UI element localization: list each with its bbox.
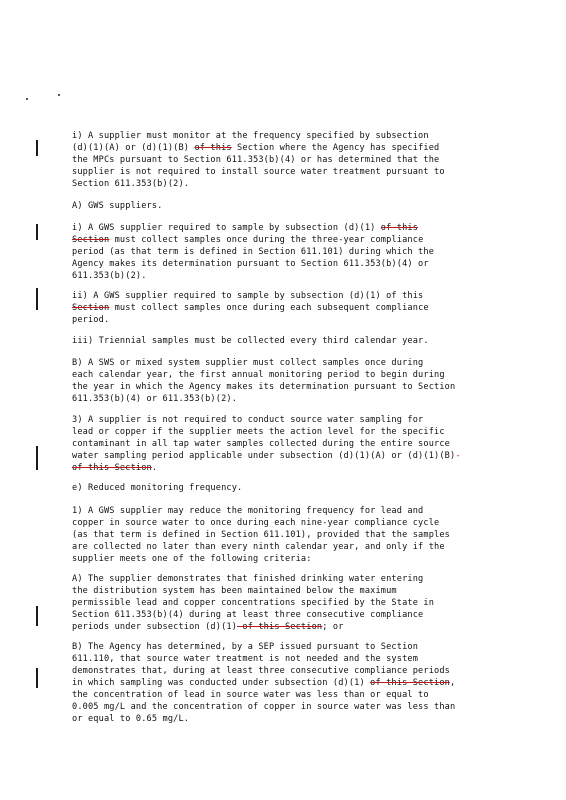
- text-segment: ,: [450, 678, 456, 688]
- text-line: [72, 609, 496, 621]
- text-segment: or equal to 0.65 mg/L.: [72, 714, 190, 724]
- text-line: [72, 713, 496, 725]
- paragraph-i-supplier-must-monitor: [72, 130, 496, 190]
- text-line: [72, 653, 496, 665]
- text-segment: the distribution system has been maintained below the maximum: [72, 586, 397, 596]
- revision-bar: [36, 288, 38, 310]
- text-segment: water sampling period applicable under subsection (d)(1)(A) or (d)(1)(B): [72, 451, 456, 461]
- text-segment: contaminant in all tap water samples collected during the entire source: [72, 439, 450, 449]
- revision-bar: [36, 224, 38, 240]
- text-line: [72, 234, 496, 246]
- deleted-text: Section: [72, 235, 110, 245]
- text-segment: ; or: [322, 622, 344, 632]
- text-segment: supplier is not required to install source water treatment pursuant to: [72, 167, 445, 177]
- text-segment: are collected no later than every ninth calendar year, and only if the: [72, 542, 445, 552]
- text-segment: e) Reduced monitoring frequency.: [72, 483, 243, 493]
- paragraph-B-agency-determined: [72, 641, 496, 725]
- text-line: [72, 689, 496, 701]
- text-line: [72, 462, 496, 474]
- text-segment: .: [151, 463, 158, 473]
- text-line: [72, 335, 496, 347]
- text-line: [72, 222, 496, 234]
- text-line: [72, 701, 496, 713]
- revision-bar: [36, 140, 38, 156]
- paragraph-i-gws-supplier-required: [72, 222, 496, 282]
- text-line: [72, 270, 496, 282]
- text-line: [72, 541, 496, 553]
- text-line: [72, 178, 496, 190]
- text-line: [72, 381, 496, 393]
- text-line: [72, 641, 496, 653]
- text-line: [72, 200, 496, 212]
- text-segment: demonstrates that, during at least three consecutive compliance periods: [72, 666, 450, 676]
- text-segment: A) The supplier demonstrates that finished drinking water entering: [72, 574, 424, 584]
- text-segment: (d)(1)(A) or (d)(1)(B): [72, 143, 195, 153]
- text-segment: periods under subsection (d)(1): [72, 622, 238, 632]
- text-segment: each calendar year, the first annual monitoring period to begin during: [72, 370, 445, 380]
- text-line: [72, 166, 496, 178]
- text-segment: period (as that term is defined in Section 611.101) during which the: [72, 247, 435, 257]
- text-line: [72, 302, 496, 314]
- deleted-text: of this Section: [72, 463, 152, 473]
- text-segment: must collect samples once during the three-year compliance: [109, 235, 424, 245]
- text-segment: period.: [72, 315, 110, 325]
- text-line: [72, 529, 496, 541]
- deleted-text: of this Section: [370, 678, 450, 688]
- text-segment: i) A GWS supplier required to sample by subsection (d)(1): [72, 223, 381, 233]
- text-line: [72, 314, 496, 326]
- text-line: [72, 258, 496, 270]
- text-line: [72, 414, 496, 426]
- text-segment: 611.353(b)(2).: [72, 271, 147, 281]
- text-segment: supplier meets one of the following criteria:: [72, 554, 312, 564]
- text-line: [72, 450, 496, 462]
- text-line: [72, 154, 496, 166]
- text-segment: Agency makes its determination pursuant to Section 611.353(b)(4) or: [72, 259, 429, 269]
- text-segment: the year in which the Agency makes its determination pursuant to Section: [72, 382, 456, 392]
- text-line: [72, 130, 496, 142]
- paragraph-A-demonstrates: [72, 573, 496, 633]
- paragraph-ii-gws-supplier-required: [72, 290, 496, 326]
- text-segment: 611.353(b)(4) or 611.353(b)(2).: [72, 394, 238, 404]
- revision-bar: [36, 606, 38, 626]
- text-segment: the concentration of lead in source water was less than or equal to: [72, 690, 429, 700]
- text-line: [72, 677, 496, 689]
- text-line: [72, 290, 496, 302]
- text-segment: in which sampling was conducted under subsection (d)(1): [72, 678, 371, 688]
- text-segment: A) GWS suppliers.: [72, 201, 163, 211]
- text-line: [72, 246, 496, 258]
- paragraph-1-gws-may-reduce: [72, 505, 496, 565]
- text-segment: Section 611.353(b)(2).: [72, 179, 190, 189]
- text-segment: 611.110, that source water treatment is not needed and the system: [72, 654, 419, 664]
- text-line: [72, 357, 496, 369]
- text-segment: lead or copper if the supplier meets the action level for the specific: [72, 427, 445, 437]
- deleted-text: Section: [72, 303, 110, 313]
- text-segment: 0.005 mg/L and the concentration of copper in source water was less than: [72, 702, 456, 712]
- paragraph-B-sws-supplier: [72, 357, 496, 405]
- paragraph-A-gws-suppliers: [72, 200, 496, 212]
- scan-speck: [26, 98, 28, 100]
- text-line: [72, 517, 496, 529]
- text-segment: Section 611.353(b)(4) during at least three consecutive compliance: [72, 610, 424, 620]
- text-line: [72, 438, 496, 450]
- text-line: [72, 369, 496, 381]
- text-segment: iii) Triennial samples must be collected every third calendar year.: [72, 336, 429, 346]
- deleted-text: of this: [194, 143, 232, 153]
- text-segment: permissible lead and copper concentrations specified by the State in: [72, 598, 435, 608]
- text-line: [72, 621, 496, 633]
- text-line: [72, 426, 496, 438]
- text-line: [72, 597, 496, 609]
- text-line: [72, 585, 496, 597]
- text-line: [72, 553, 496, 565]
- paragraph-3-not-required: [72, 414, 496, 474]
- text-line: [72, 393, 496, 405]
- scan-speck: [58, 94, 60, 96]
- text-segment: 1) A GWS supplier may reduce the monitoring frequency for lead and: [72, 506, 424, 516]
- deleted-text: of this: [380, 223, 419, 233]
- text-segment: the MPCs pursuant to Section 611.353(b)(4) or has determined that the: [72, 155, 440, 165]
- text-segment: must collect samples once during each subsequent compliance: [109, 303, 429, 313]
- revision-bar: [36, 446, 38, 470]
- text-line: [72, 573, 496, 585]
- text-segment: B) The Agency has determined, by a SEP issued pursuant to Section: [72, 642, 419, 652]
- text-line: [72, 482, 496, 494]
- deleted-text: of this Section: [237, 622, 323, 632]
- revision-mark: -: [455, 451, 461, 461]
- text-segment: ii) A GWS supplier required to sample by subsection (d)(1) of this: [72, 291, 424, 301]
- text-segment: copper in source water to once during each nine-year compliance cycle: [72, 518, 440, 528]
- revision-bar: [36, 668, 38, 688]
- text-segment: B) A SWS or mixed system supplier must collect samples once during: [72, 358, 424, 368]
- text-segment: 3) A supplier is not required to conduct source water sampling for: [72, 415, 424, 425]
- text-line: [72, 142, 496, 154]
- text-line: [72, 665, 496, 677]
- paragraph-iii-triennial: [72, 335, 496, 347]
- paragraph-e-reduced: [72, 482, 496, 494]
- text-segment: i) A supplier must monitor at the frequency specified by subsection: [72, 131, 429, 141]
- text-line: [72, 505, 496, 517]
- text-segment: Section where the Agency has specified: [231, 143, 440, 153]
- text-segment: (as that term is defined in Section 611.101), provided that the samples: [72, 530, 450, 540]
